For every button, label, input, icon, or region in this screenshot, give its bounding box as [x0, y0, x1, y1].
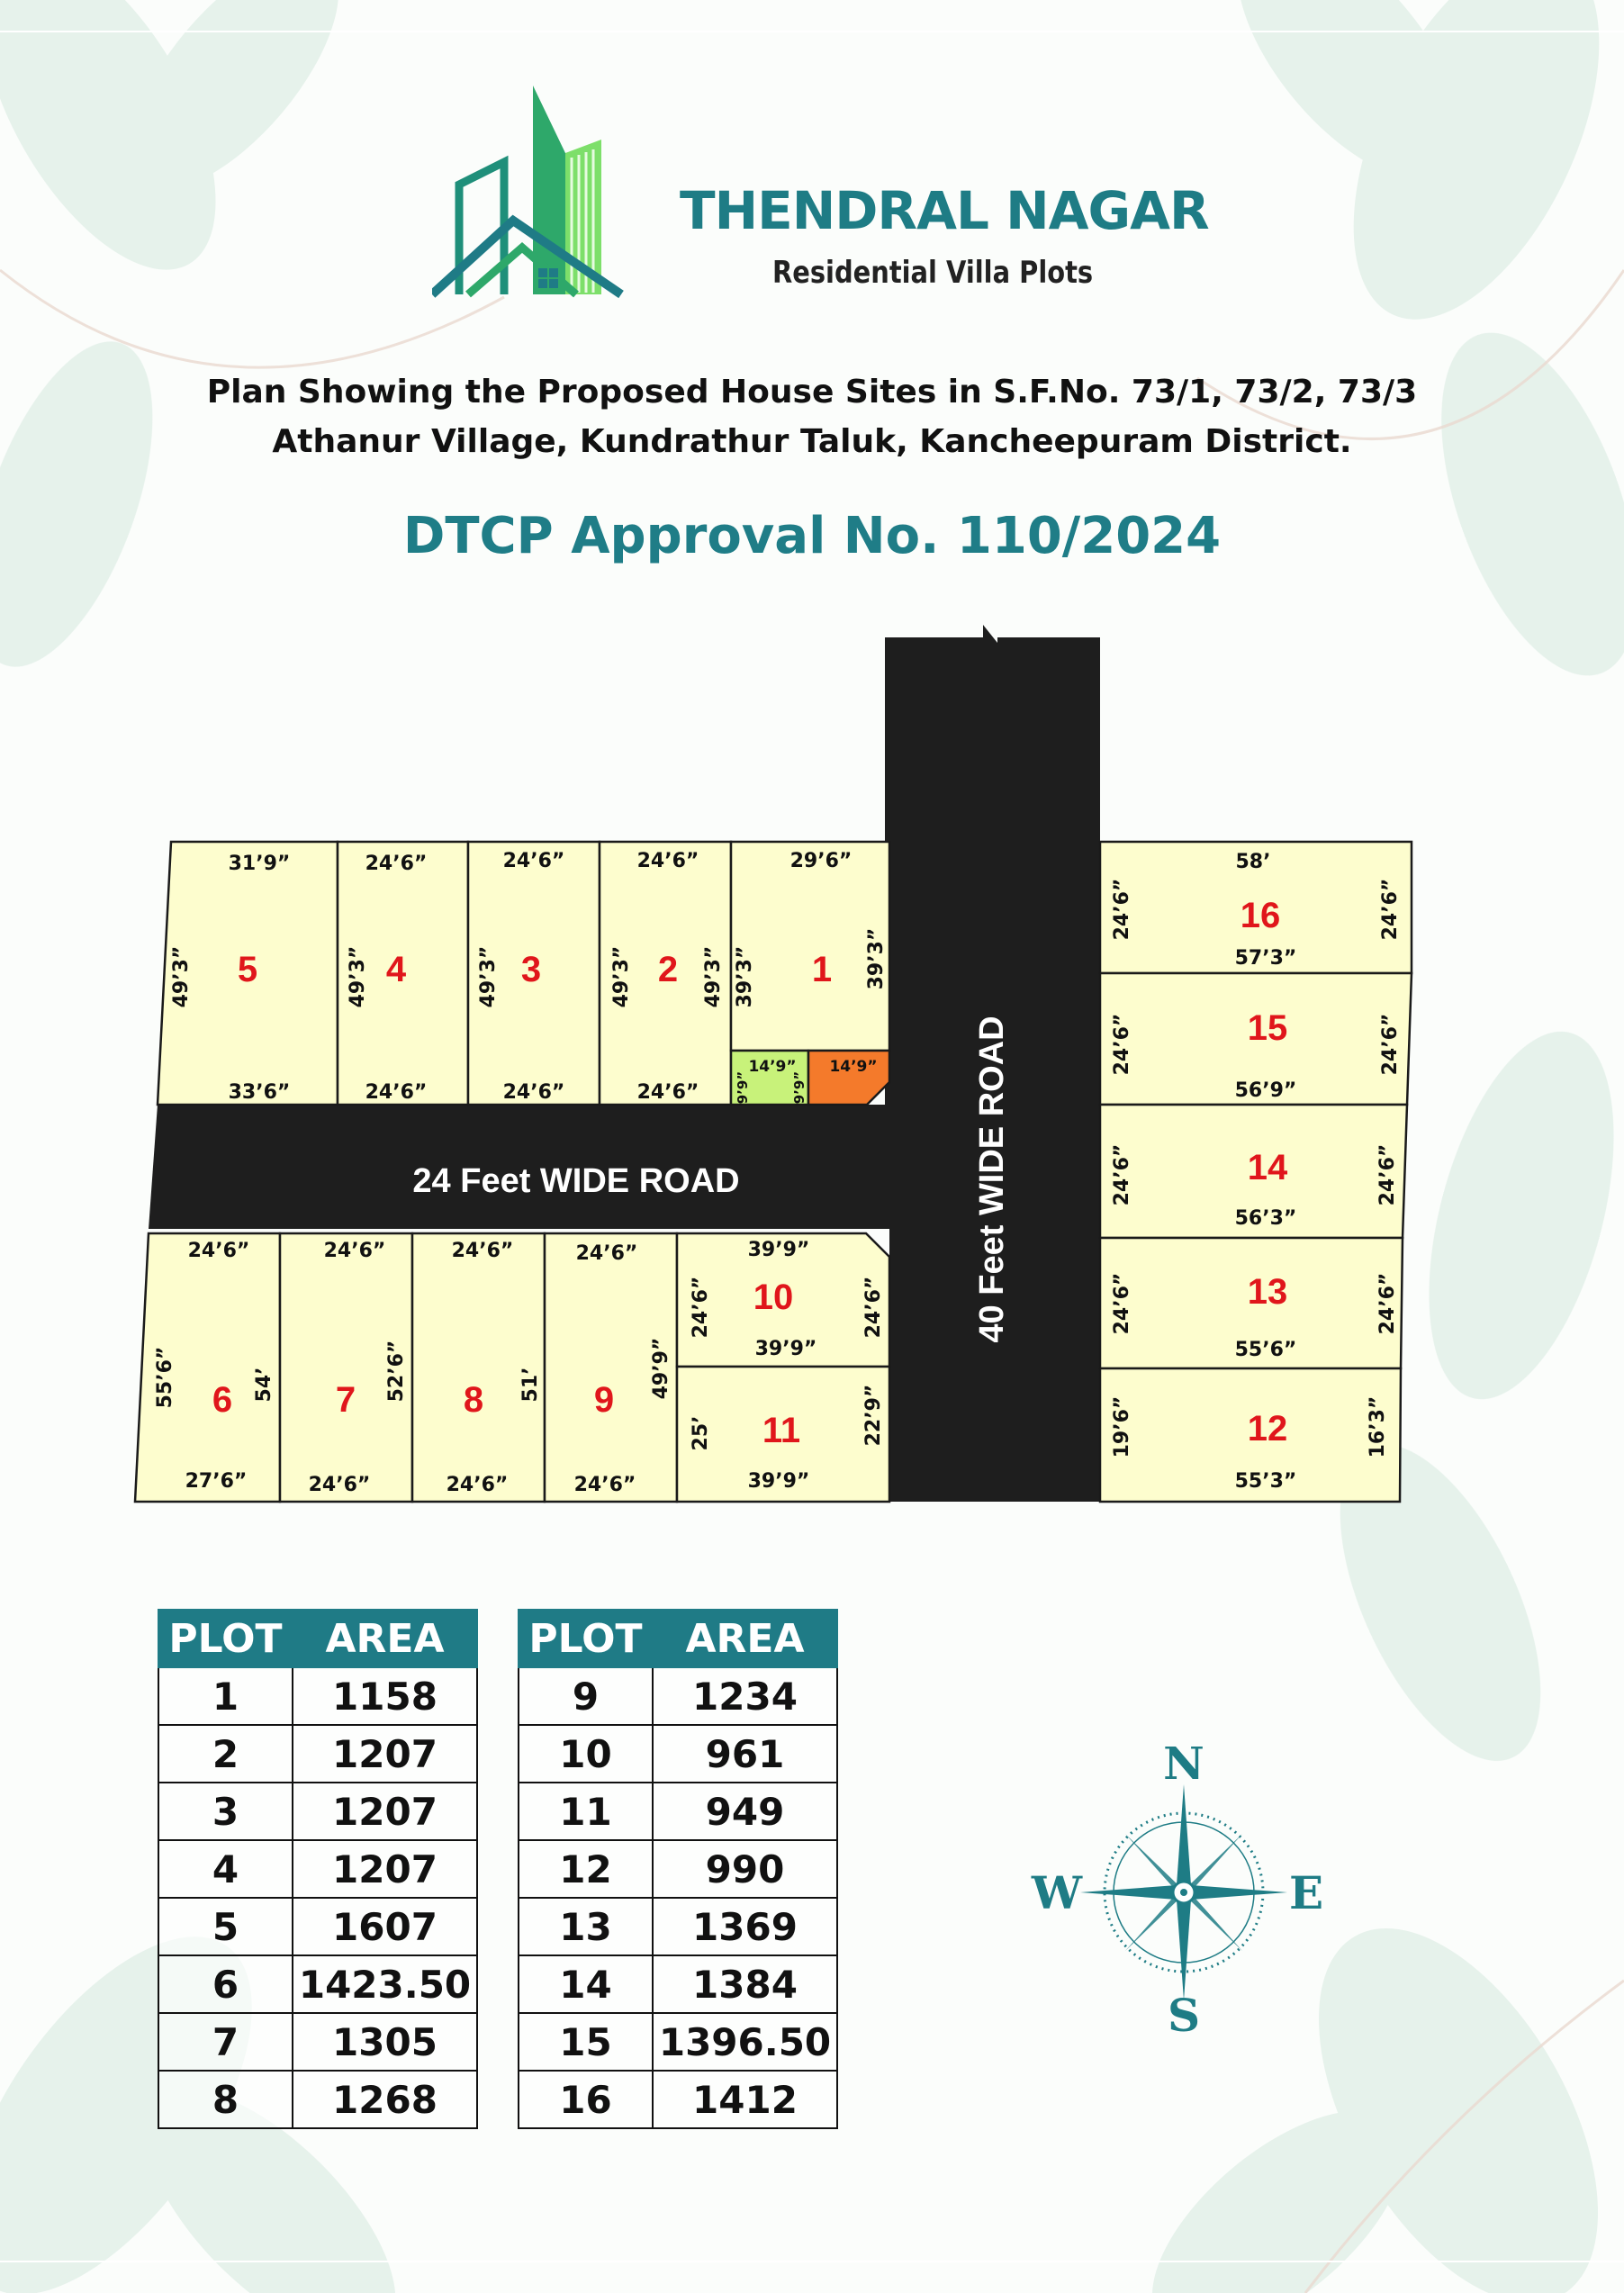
- dim-2-left: 49’3”: [610, 945, 633, 1008]
- dim-10-right: 24’6”: [862, 1276, 885, 1339]
- plot-number-11: 11: [762, 1411, 801, 1450]
- table-row: [158, 1783, 477, 1840]
- dim-8-top: 24’6”: [451, 1240, 514, 1262]
- area-cell: 1207: [293, 1725, 477, 1783]
- plan-title-line1: Plan Showing the Proposed House Sites in S.F.No. 73/1, 73/2, 73/3: [206, 374, 1418, 411]
- plot-number-7: 7: [335, 1380, 356, 1420]
- dim-green-left: 9’9”: [735, 1070, 751, 1105]
- plot-number-14: 14: [1247, 1148, 1288, 1187]
- table-header-plot: PLOT: [519, 1610, 653, 1667]
- table-row: [519, 2071, 837, 2128]
- plot-cell: 8: [158, 2071, 293, 2128]
- dim-3-left: 49’3”: [477, 945, 500, 1008]
- area-table-right: [518, 1609, 838, 2129]
- area-cell: 1396.50: [653, 2013, 837, 2071]
- dim-14-right: 24’6”: [1376, 1143, 1399, 1206]
- dim-6-right: 54’: [253, 1367, 275, 1403]
- plot-cell: 14: [519, 1955, 653, 2013]
- compass-north: N: [1163, 1747, 1204, 1790]
- area-cell: 1234: [653, 1667, 837, 1725]
- dim-12-left: 19’6”: [1111, 1395, 1133, 1458]
- plot-number-16: 16: [1240, 896, 1281, 935]
- dim-10-left: 24’6”: [690, 1276, 712, 1339]
- plot-cell: 12: [519, 1840, 653, 1898]
- dim-1-left: 39’3”: [734, 945, 756, 1008]
- plot-cell: 15: [519, 2013, 653, 2071]
- compass-west: W: [1031, 1866, 1083, 1919]
- plot-cell: 7: [158, 2013, 293, 2071]
- table-row: [519, 1955, 837, 2013]
- plot-number-2: 2: [657, 950, 679, 989]
- plot-cell: 13: [519, 1898, 653, 1955]
- plot-cell: 9: [519, 1667, 653, 1725]
- dim-3-top: 24’6”: [502, 850, 565, 872]
- plot-number-3: 3: [520, 950, 542, 989]
- plot-number-8: 8: [463, 1380, 484, 1420]
- dim-6-top: 24’6”: [187, 1240, 250, 1262]
- compass-east: E: [1288, 1866, 1324, 1919]
- dim-11-right: 22’9”: [862, 1384, 885, 1447]
- plot-cell: 4: [158, 1840, 293, 1898]
- dim-13-bottom: 55’6”: [1234, 1339, 1297, 1361]
- horizontal-road-label: 24 Feet WIDE ROAD: [412, 1162, 740, 1200]
- dim-15-bottom: 56’9”: [1234, 1079, 1297, 1102]
- dim-16-right: 24’6”: [1379, 878, 1402, 941]
- dim-green-top: 14’9”: [748, 1058, 797, 1076]
- dim-8-right: 51’: [519, 1367, 542, 1403]
- area-cell: 1423.50: [293, 1955, 477, 2013]
- dim-15-left: 24’6”: [1111, 1013, 1133, 1076]
- dim-orange-top: 14’9”: [829, 1058, 878, 1076]
- table-row: [158, 1955, 477, 2013]
- dim-4-left: 49’3”: [347, 945, 369, 1008]
- plot-number-15: 15: [1247, 1008, 1288, 1048]
- dim-1-top: 29’6”: [789, 850, 853, 872]
- plot-number-9: 9: [593, 1380, 615, 1420]
- area-cell: 1207: [293, 1783, 477, 1840]
- dim-green-right: 9’9”: [791, 1070, 807, 1105]
- dim-2-bottom: 24’6”: [636, 1081, 699, 1104]
- dim-10-top: 39’9”: [747, 1239, 810, 1261]
- table-row: [158, 1725, 477, 1783]
- brand-tagline: Residential Villa Plots: [772, 255, 1094, 291]
- dim-2-top: 24’6”: [636, 850, 699, 872]
- area-cell: 961: [653, 1725, 837, 1783]
- approval-number: DTCP Approval No. 110/2024: [402, 507, 1222, 565]
- dim-4-top: 24’6”: [365, 853, 428, 875]
- brand-name: THENDRAL NAGAR: [680, 180, 1209, 241]
- dim-7-right: 52’6”: [385, 1340, 408, 1403]
- area-cell: 1369: [653, 1898, 837, 1955]
- dim-15-right: 24’6”: [1379, 1013, 1402, 1076]
- table-row: [158, 1667, 477, 1725]
- area-cell: 1607: [293, 1898, 477, 1955]
- plot-cell: 16: [519, 2071, 653, 2128]
- plot-cell: 6: [158, 1955, 293, 2013]
- compass-rose-icon: [1026, 1747, 1350, 2035]
- dim-5-top: 31’9”: [228, 853, 291, 875]
- table-row: [519, 1725, 837, 1783]
- dim-1-right: 39’3”: [865, 927, 888, 990]
- dim-9-bottom: 24’6”: [573, 1474, 636, 1496]
- area-cell: 1158: [293, 1667, 477, 1725]
- dim-12-bottom: 55’3”: [1234, 1470, 1297, 1493]
- dim-7-top: 24’6”: [323, 1240, 386, 1262]
- plan-title-line2: Athanur Village, Kundrathur Taluk, Kancheepuram District.: [272, 423, 1352, 460]
- table-header-area: AREA: [653, 1610, 837, 1667]
- dim-9-right: 49’9”: [650, 1337, 672, 1400]
- dim-16-bottom: 57’3”: [1234, 947, 1297, 970]
- area-cell: 990: [653, 1840, 837, 1898]
- area-cell: 1412: [653, 2071, 837, 2128]
- dim-10-bottom: 39’9”: [754, 1338, 817, 1360]
- plot-number-5: 5: [237, 950, 258, 989]
- dim-11-bottom: 39’9”: [747, 1470, 810, 1493]
- dim-2-right: 49’3”: [702, 945, 725, 1008]
- dim-3-bottom: 24’6”: [502, 1081, 565, 1104]
- dim-14-left: 24’6”: [1111, 1143, 1133, 1206]
- table-row: [519, 1840, 837, 1898]
- area-table-left: [158, 1609, 478, 2129]
- plot-number-10: 10: [753, 1277, 794, 1317]
- dim-8-bottom: 24’6”: [446, 1474, 509, 1496]
- plot-number-12: 12: [1247, 1409, 1288, 1449]
- plot-cell: 11: [519, 1783, 653, 1840]
- compass-south: S: [1167, 1989, 1201, 2035]
- area-cell: 949: [653, 1783, 837, 1840]
- area-cell: 1384: [653, 1955, 837, 2013]
- area-cell: 1305: [293, 2013, 477, 2071]
- dim-6-bottom: 27’6”: [185, 1470, 248, 1493]
- table-row: [519, 1667, 837, 1725]
- dim-7-bottom: 24’6”: [308, 1474, 371, 1496]
- dim-4-bottom: 24’6”: [365, 1081, 428, 1104]
- plot-number-6: 6: [212, 1380, 233, 1420]
- dim-16-left: 24’6”: [1111, 878, 1133, 941]
- table-header-area: AREA: [293, 1610, 477, 1667]
- dim-14-bottom: 56’3”: [1234, 1207, 1297, 1230]
- dim-5-bottom: 33’6”: [228, 1081, 291, 1104]
- table-row: [158, 2071, 477, 2128]
- table-row: [519, 1898, 837, 1955]
- table-row: [158, 1840, 477, 1898]
- dim-12-right: 16’3”: [1367, 1395, 1389, 1458]
- plot-number-13: 13: [1247, 1272, 1288, 1312]
- plot-number-4: 4: [385, 950, 407, 989]
- dim-5-left: 49’3”: [170, 945, 193, 1008]
- table-row: [158, 1898, 477, 1955]
- area-cell: 1207: [293, 1840, 477, 1898]
- plot-cell: 3: [158, 1783, 293, 1840]
- plot-cell: 2: [158, 1725, 293, 1783]
- dim-9-top: 24’6”: [575, 1242, 638, 1265]
- dim-11-left: 25’: [690, 1415, 712, 1451]
- dim-13-left: 24’6”: [1111, 1272, 1133, 1335]
- table-header-plot: PLOT: [158, 1610, 293, 1667]
- table-row: [519, 2013, 837, 2071]
- plot-cell: 5: [158, 1898, 293, 1955]
- dim-13-right: 24’6”: [1376, 1272, 1399, 1335]
- plot-cell: 10: [519, 1725, 653, 1783]
- table-row: [519, 1783, 837, 1840]
- plot-number-1: 1: [811, 950, 833, 989]
- dim-16-top: 58’: [1235, 851, 1271, 873]
- vertical-road-label: 40 Feet WIDE ROAD: [973, 1016, 1011, 1343]
- plot-cell: 1: [158, 1667, 293, 1725]
- table-row: [158, 2013, 477, 2071]
- area-cell: 1268: [293, 2071, 477, 2128]
- dim-6-left: 55’6”: [154, 1346, 176, 1409]
